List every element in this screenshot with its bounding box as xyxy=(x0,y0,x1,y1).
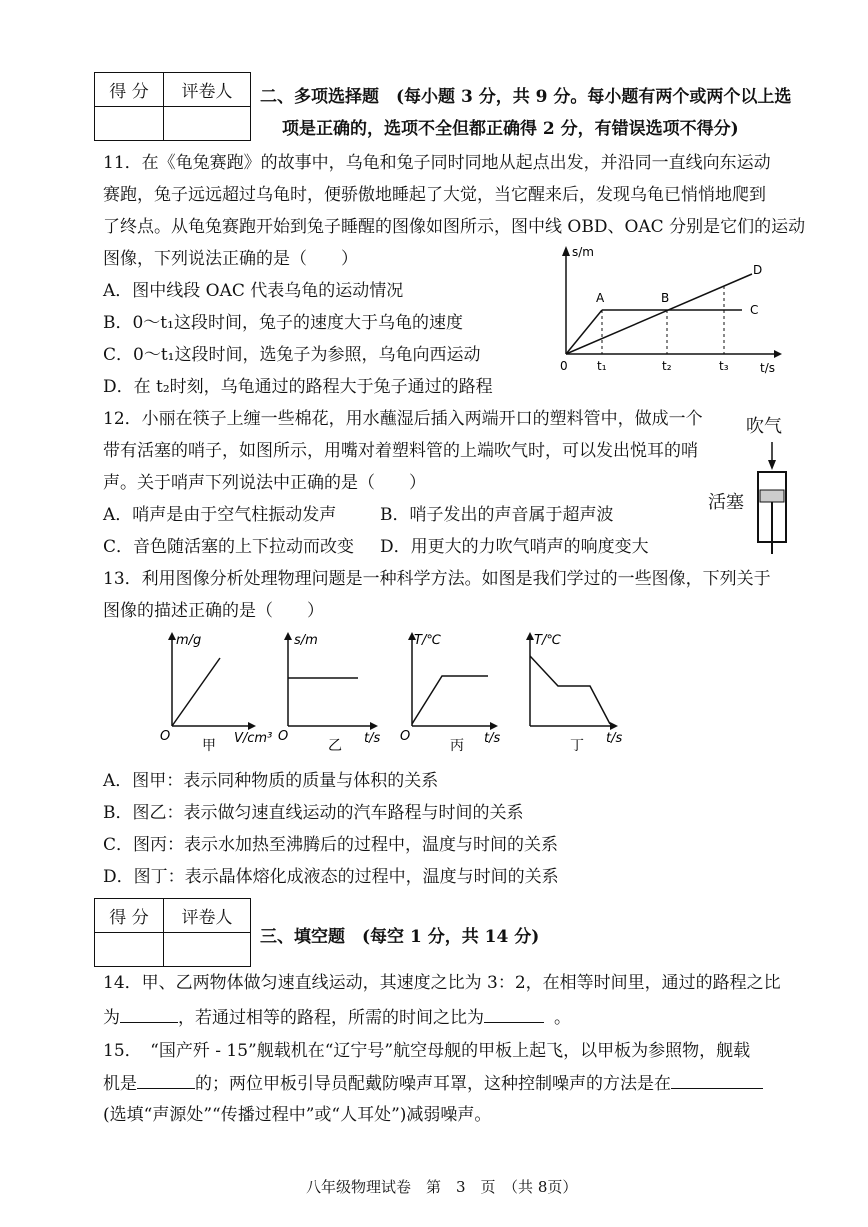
q11-point-c: C xyxy=(750,303,759,317)
grader-label: 评卷人 xyxy=(164,899,251,933)
graph-bing-ylabel: T/℃ xyxy=(414,633,441,648)
q14-line2 xyxy=(103,1006,571,1029)
q15-line2 xyxy=(103,1072,763,1095)
q11-line: 了终点。从龟兔赛跑开始到兔子睡醒的图像如图所示，图中线 OBD、OAC 分别是它们的运动 xyxy=(103,217,806,237)
graph-jia-name: 甲 xyxy=(202,738,216,754)
q11-graph-xlabel: t/s xyxy=(760,361,775,375)
score-cell[interactable] xyxy=(95,933,164,967)
q13-option-c[interactable]: C．图丙：表示水加热至沸腾后的过程中，温度与时间的关系 xyxy=(103,835,559,855)
q12-option-b[interactable]: B．哨子发出的声音属于超声波 xyxy=(380,505,614,525)
q11-line: 图像，下列说法正确的是（ ） xyxy=(103,249,358,269)
graph-bing xyxy=(400,632,500,754)
q11-line: 11．在《龟兔赛跑》的故事中，乌龟和兔子同时同地从起点出发，并沿同一直线向东运动 xyxy=(103,153,771,173)
q12-line: 带有活塞的哨子，如图所示，用嘴对着塑料管的上端吹气时，可以发出悦耳的哨 xyxy=(103,441,698,461)
graph-yi-xlabel: t/s xyxy=(364,731,381,746)
q11-option-c[interactable]: C．0～t₁这段时间，选兔子为参照，乌龟向西运动 xyxy=(103,345,481,365)
q15-blank-1[interactable] xyxy=(137,1072,195,1089)
whistle-piston-label: 活塞 xyxy=(708,492,744,513)
graph-jia-xlabel: V/cm³ xyxy=(234,731,273,746)
q11-point-b: B xyxy=(661,291,670,305)
grader-cell[interactable] xyxy=(164,107,251,141)
graph-ding-ylabel: T/℃ xyxy=(534,633,561,648)
q14-line1: 14．甲、乙两物体做匀速直线运动，其速度之比为 3：2，在相等时间里，通过的路程之比 xyxy=(103,973,781,993)
whistle-blow-label: 吹气 xyxy=(746,416,782,437)
q12-option-c[interactable]: C．音色随活塞的上下拉动而改变 xyxy=(103,537,355,557)
q13-line: 图像的描述正确的是（ ） xyxy=(103,601,324,621)
q13-option-d[interactable]: D．图丁：表示晶体熔化成液态的过程中，温度与时间的关系 xyxy=(103,867,559,887)
q11-option-b[interactable]: B．0～t₁这段时间，兔子的速度大于乌龟的速度 xyxy=(103,313,463,333)
graph-ding xyxy=(526,632,622,754)
graph-yi-origin: O xyxy=(278,729,289,744)
q14-text-c: 。 xyxy=(554,1008,571,1028)
q11-point-a: A xyxy=(596,291,605,305)
score-label: 得 分 xyxy=(95,899,164,933)
graph-jia-ylabel: m/g xyxy=(176,633,202,648)
section2-title-cont: 项是正确的，选项不全但都正确得 2 分，有错误选项不得分) xyxy=(282,119,739,139)
q13-line: 13．利用图像分析处理物理问题是一种科学方法。如图是我们学过的一些图像，下列关于 xyxy=(103,569,771,589)
q12-line: 声。关于哨声下列说法中正确的是（ ） xyxy=(103,473,426,493)
q12-option-d[interactable]: D．用更大的力吹气哨声的响度变大 xyxy=(380,537,649,557)
q14-blank-2[interactable] xyxy=(484,1006,544,1023)
score-cell[interactable] xyxy=(95,107,164,141)
q13-graphs xyxy=(150,628,640,760)
q15-line1: 15． “国产歼 - 15”舰载机在“辽宁号”航空母舰的甲板上起飞，以甲板为参照物，舰载 xyxy=(103,1041,751,1061)
q11-graph xyxy=(552,240,782,380)
grader-cell[interactable] xyxy=(164,933,251,967)
q13-option-b[interactable]: B．图乙：表示做匀速直线运动的汽车路程与时间的关系 xyxy=(103,803,524,823)
graph-yi xyxy=(278,632,380,754)
q15-blank-2[interactable] xyxy=(671,1072,763,1089)
score-table-section2 xyxy=(94,72,251,141)
q11-t2: t₂ xyxy=(662,359,672,373)
grader-label: 评卷人 xyxy=(164,73,251,107)
graph-jia xyxy=(160,632,272,754)
section3-title: 三、填空题 (每空 1 分，共 14 分) xyxy=(260,927,540,947)
graph-bing-xlabel: t/s xyxy=(484,731,501,746)
graph-ding-name: 丁 xyxy=(570,738,584,754)
q11-graph-ylabel: s/m xyxy=(572,245,594,259)
graph-yi-name: 乙 xyxy=(328,738,342,754)
q11-graph-origin: 0 xyxy=(560,359,568,373)
q11-point-d: D xyxy=(753,263,763,277)
q11-option-d[interactable]: D．在 t₂时刻，乌龟通过的路程大于兔子通过的路程 xyxy=(103,377,493,397)
q14-text-b: ，若通过相等的路程，所需的时间之比为 xyxy=(178,1008,484,1028)
graph-ding-xlabel: t/s xyxy=(606,731,623,746)
q15-text-b: 的；两位甲板引导员配戴防噪声耳罩，这种控制噪声的方法是在 xyxy=(195,1074,671,1094)
q11-line: 赛跑，兔子远远超过乌龟时，便骄傲地睡起了大觉，当它醒来后，发现乌龟已悄悄地爬到 xyxy=(103,185,766,205)
score-table-section3 xyxy=(94,898,251,967)
graph-bing-origin: O xyxy=(400,729,411,744)
page-footer: 八年级物理试卷 第 3 页 （共 8页） xyxy=(306,1178,578,1196)
q11-option-a[interactable]: A．图中线段 OAC 代表乌龟的运动情况 xyxy=(103,281,404,301)
q12-line: 12．小丽在筷子上缠一些棉花，用水蘸湿后插入两端开口的塑料管中，做成一个 xyxy=(103,409,703,429)
graph-bing-name: 丙 xyxy=(450,738,464,754)
section2-title: 二、多项选择题 (每小题 3 分，共 9 分。每小题有两个或两个以上选 xyxy=(260,87,792,107)
whistle-figure xyxy=(752,438,792,556)
q14-blank-1[interactable] xyxy=(120,1006,178,1023)
q15-text-a: 机是 xyxy=(103,1074,137,1094)
score-label: 得 分 xyxy=(95,73,164,107)
q11-t3: t₃ xyxy=(719,359,729,373)
graph-yi-ylabel: s/m xyxy=(294,633,318,648)
q15-line3: (选填“声源处”“传播过程中”或“人耳处”)减弱噪声。 xyxy=(103,1105,492,1125)
q11-t1: t₁ xyxy=(597,359,607,373)
q14-text-a: 为 xyxy=(103,1008,120,1028)
q12-option-a[interactable]: A．哨声是由于空气柱振动发声 xyxy=(103,505,337,525)
q13-option-a[interactable]: A．图甲：表示同种物质的质量与体积的关系 xyxy=(103,771,439,791)
graph-jia-origin: O xyxy=(160,729,171,744)
